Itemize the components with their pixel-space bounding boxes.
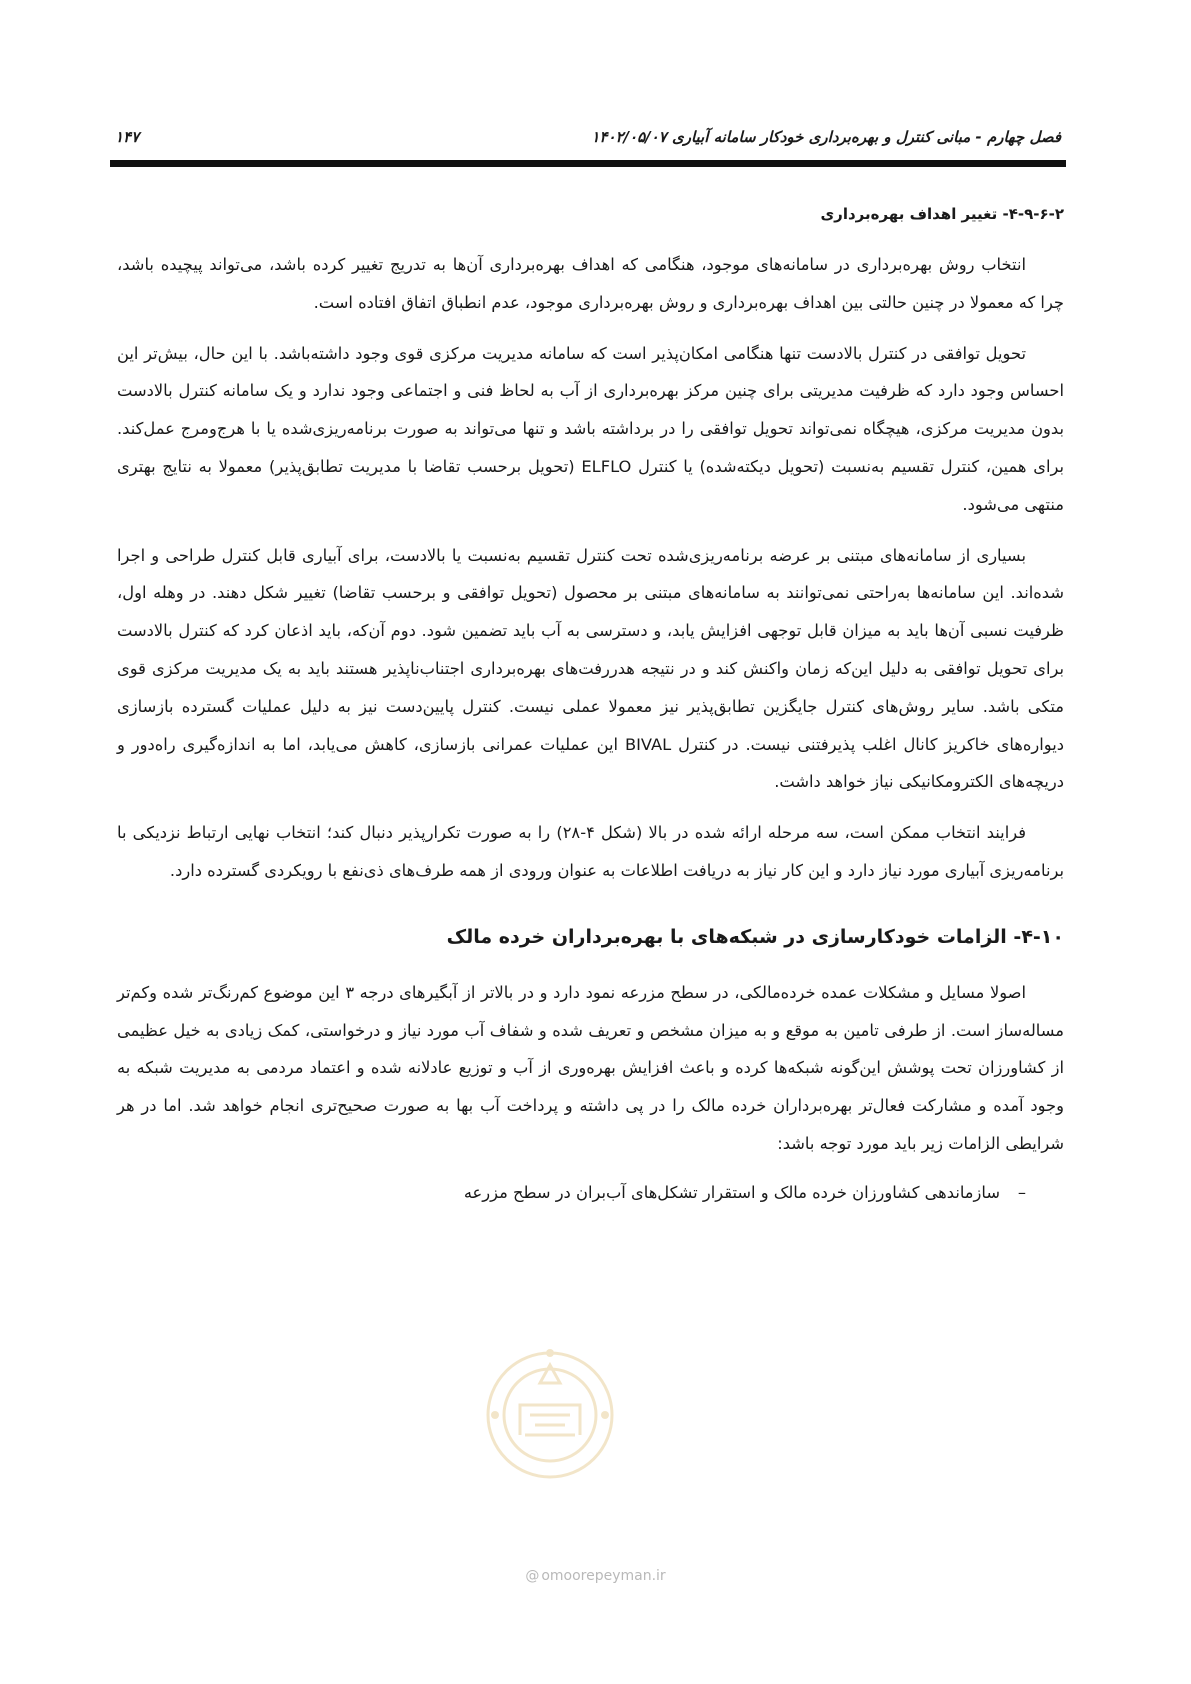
header-divider <box>110 160 1066 167</box>
bullet-dash: – <box>1017 1182 1026 1202</box>
paragraph: تحویل توافقی در کنترل بالادست تنها هنگامی امکان‌پذیر است که سامانه مدیریت مرکزی قوی وجود داشته‌باشد. با این حال، بیش‌تر این احساس وجود دارد که ظرفیت مدیریتی برای چنین مرکز بهره‌برداری از آب به لحاظ فنی و اجتماعی وجود ندارد و یک سامانه کنترل بالادست بدون مدیریت مرکزی، هیچگاه نمی‌تواند تحویل توافقی را در برداشته باشد و تنها می‌تواند به صورت برنامه‌ریزی‌شده یا با هرج‌ومرج عمل‌کند. برای همین، کنترل تقسیم به‌نسبت (تحویل دیکته‌شده) یا کنترل ELFLO (تحویل برحسب تقاضا با مدیریت تطابق‌پذیر) معمولا به نتایج بهتری منتهی می‌شود. <box>117 343 1064 514</box>
seal-dot <box>491 1411 499 1419</box>
seal-dot <box>601 1411 609 1419</box>
paragraph: اصولا مسایل و مشکلات عمده خرده‌مالکی، در سطح مزرعه نمود دارد و در بالاتر از آبگیرهای درجه ۳ این موضوع کم‌رنگ‌تر شده وکم‌تر مساله‌ساز است. از طرفی تامین به موقع و به میزان مشخص و تعریف شده و شفاف آب مورد نیاز و درخواستی، کمک زیادی به خیل عظیمی از کشاورزان تحت پوشش این‌گونه شبکه‌ها کرده و باعث افزایش بهره‌وری از آب و توزیع عادلانه شده و اعتماد مردمی به مدیریت شبکه به وجود آمده و مشارکت فعال‌تر بهره‌برداران خرده مالک را در پی داشته و پرداخت آب بها به صورت صحیح‌تری انجام خواهد شد. اما در هر شرایطی الزامات زیر باید مورد توجه باشد: <box>117 982 1064 1153</box>
watermark-website <box>0 1568 1191 1584</box>
seal-crest-shape <box>540 1365 560 1383</box>
body-text <box>117 200 1064 1210</box>
running-title: فصل چهارم - مبانی کنترل و بهره‌برداری خودکار سامانه آبیاری ۱۴۰۲/۰۵/۰۷ <box>591 128 1061 146</box>
list-item <box>117 1176 1064 1210</box>
paragraph: بسیاری از سامانه‌های مبتنی بر عرضه برنامه‌ریزی‌شده تحت کنترل تقسیم به‌نسبت یا بالادست، برای آبیاری قابل کنترل طراحی و اجرا شده‌اند. این سامانه‌ها به‌راحتی نمی‌توانند به سامانه‌های مبتنی بر محصول (تحویل توافقی و برحسب تقاضا) تغییر شکل دهند. در وهله اول، ظرفیت نسبی آن‌ها باید به میزان قابل توجهی افزایش یابد، و دسترسی به آب باید تضمین شود. دوم آن‌که، باید اذعان کرد که کنترل بالادست برای تحویل توافقی به دلیل این‌که زمان واکنش کند و در نتیجه هدررفت‌های بهره‌برداری اجتناب‌ناپذیر هستند باید به یک مدیریت مرکزی قوی متکی باشد. سایر روش‌های کنترل جایگزین تطابق‌پذیر نیز معمولا عملی نیست. کنترل پایین‌دست نیز به دلیل عملیات گسترده بازسازی دیواره‌های خاکریز کانال اغلب پذیرفتنی نیست. در کنترل BIVAL این عملیات عمرانی بازسازی، کاهش می‌یابد، اما به اندازه‌گیری راه‌دور و دریچه‌های الکترومکانیکی نیاز خواهد داشت. <box>117 545 1064 792</box>
seal-dot <box>546 1349 554 1357</box>
section-heading: ۴-۱۰- الزامات خودکارسازی در شبکه‌های با بهره‌برداران خرده مالک <box>446 925 1064 948</box>
paragraph: انتخاب روش بهره‌برداری در سامانه‌های موجود، هنگامی که اهداف بهره‌برداری آن‌ها به تدریج تغییر کرده باشد، می‌تواند پیچیده باشد، چرا که معمولا در چنین حالتی بین اهداف بهره‌برداری و روش بهره‌برداری موجود، عدم انطباق اتفاق افتاده است. <box>117 255 1064 312</box>
paragraph: فرایند انتخاب ممکن است، سه مرحله ارائه شده در بالا (شکل ۴-۲۸) را به صورت تکرارپذیر دنبال کند؛ انتخاب نهایی ارتباط نزدیکی با برنامه‌ریزی آبیاری مورد نیاز دارد و این کار نیاز به دریافت اطلاعات به عنوان ورودی از همه طرف‌های ذی‌نفع با رویکردی گسترده دارد. <box>117 823 1064 880</box>
publisher-seal-watermark <box>465 1335 635 1495</box>
seal-building-outline <box>520 1405 580 1435</box>
subsection-heading: ۴-۹-۶-۲- تغییر اهداف بهره‌برداری <box>820 205 1064 223</box>
seal-grid-lines <box>525 1415 575 1435</box>
page-number: ۱۴۷ <box>115 128 140 146</box>
list-item-text: سازماندهی کشاورزان خرده مالک و استقرار تشکل‌های آب‌بران در سطح مزرعه <box>463 1182 1000 1202</box>
at-sign-icon: @ <box>525 1568 540 1584</box>
watermark-website-text: omoorepeyman.ir <box>541 1568 666 1584</box>
